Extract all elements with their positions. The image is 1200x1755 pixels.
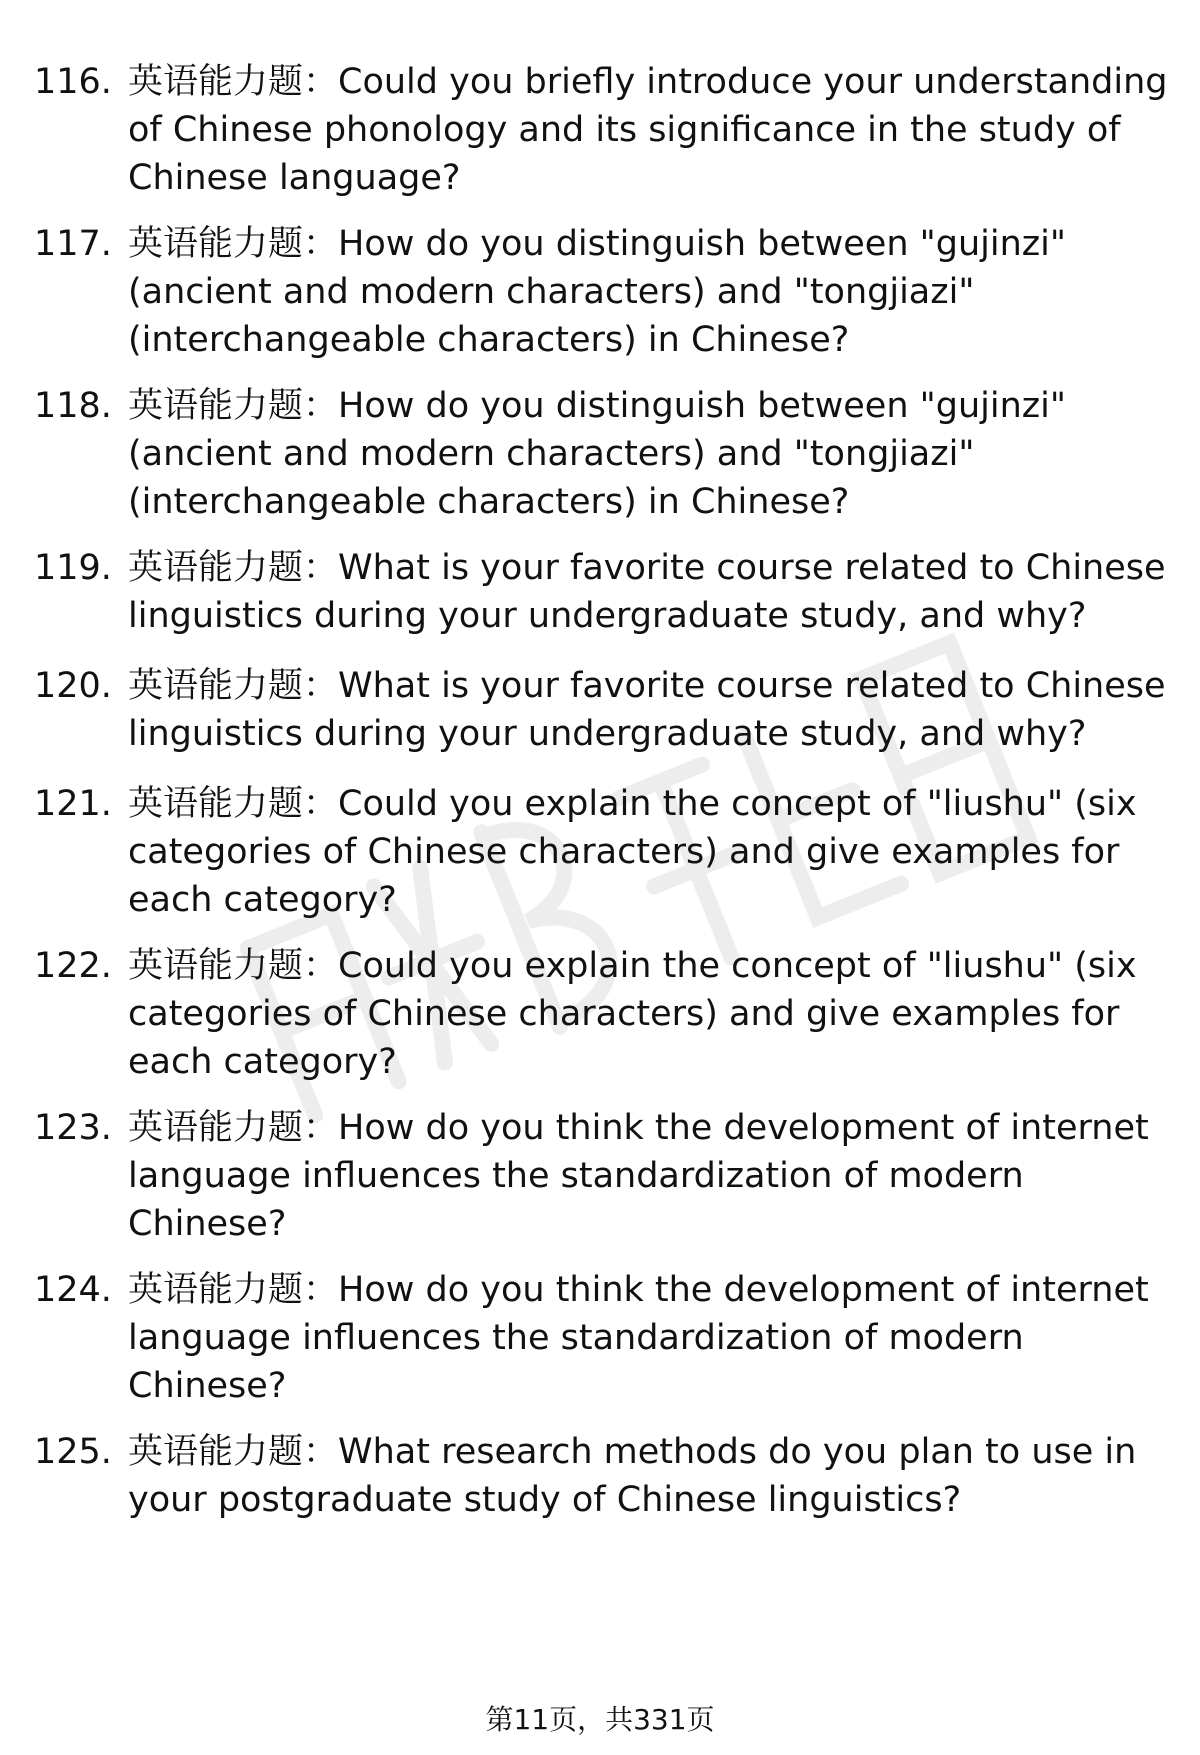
question-prefix: 英语能力题：: [128, 62, 339, 102]
question-body: [128, 544, 1174, 640]
question-number: 116.: [34, 62, 112, 102]
question-prefix: 英语能力题：: [128, 224, 339, 264]
question-text: How do you distinguish between "gujinzi" (ancient and modern characters) and "tongjiazi" (interchangeable characters) in Chinese?: [128, 224, 1066, 360]
question-number: 125.: [34, 1432, 112, 1472]
question-number: 120.: [34, 666, 112, 706]
question-text: What is your favorite course related to Chinese linguistics during your undergraduate study, and why?: [128, 548, 1166, 636]
question-prefix: 英语能力题：: [128, 1432, 339, 1472]
question-prefix: 英语能力题：: [128, 1270, 339, 1310]
question-text: How do you think the development of internet language influences the standardization of modern Chinese?: [128, 1270, 1149, 1406]
question-text: Could you briefly introduce your understanding of Chinese phonology and its significance in the study of Chinese language?: [128, 62, 1168, 198]
question-text: What is your favorite course related to Chinese linguistics during your undergraduate study, and why?: [128, 666, 1166, 754]
question-body: [128, 1104, 1174, 1248]
question-prefix: 英语能力题：: [128, 1108, 339, 1148]
question-number: 119.: [34, 548, 112, 588]
question-body: [128, 662, 1174, 758]
question-prefix: 英语能力题：: [128, 946, 339, 986]
question-text: What research methods do you plan to use in your postgraduate study of Chinese linguistics?: [128, 1432, 1137, 1520]
question-number: 121.: [34, 784, 112, 824]
question-number: 123.: [34, 1108, 112, 1148]
question-prefix: 英语能力题：: [128, 386, 339, 426]
question-text: How do you think the development of internet language influences the standardization of modern Chinese?: [128, 1108, 1149, 1244]
question-number: 118.: [34, 386, 112, 426]
question-number: 122.: [34, 946, 112, 986]
question-number: 124.: [34, 1270, 112, 1310]
page-footer: 第11页，共331页: [485, 1703, 715, 1736]
question-text: How do you distinguish between "gujinzi" (ancient and modern characters) and "tongjiazi" (interchangeable characters) in Chinese?: [128, 386, 1066, 522]
question-text: Could you explain the concept of "liushu" (six categories of Chinese characters) and give examples for each category?: [128, 946, 1137, 1082]
question-text: Could you explain the concept of "liushu" (six categories of Chinese characters) and give examples for each category?: [128, 784, 1137, 920]
question-body: [128, 1428, 1174, 1524]
question-body: [128, 1266, 1174, 1410]
question-body: [128, 382, 1174, 526]
question-body: [128, 220, 1174, 364]
question-prefix: 英语能力题：: [128, 784, 339, 824]
question-number: 117.: [34, 224, 112, 264]
question-body: [128, 942, 1174, 1086]
question-prefix: 英语能力题：: [128, 666, 339, 706]
question-prefix: 英语能力题：: [128, 548, 339, 588]
question-body: [128, 58, 1174, 202]
question-body: [128, 780, 1174, 924]
